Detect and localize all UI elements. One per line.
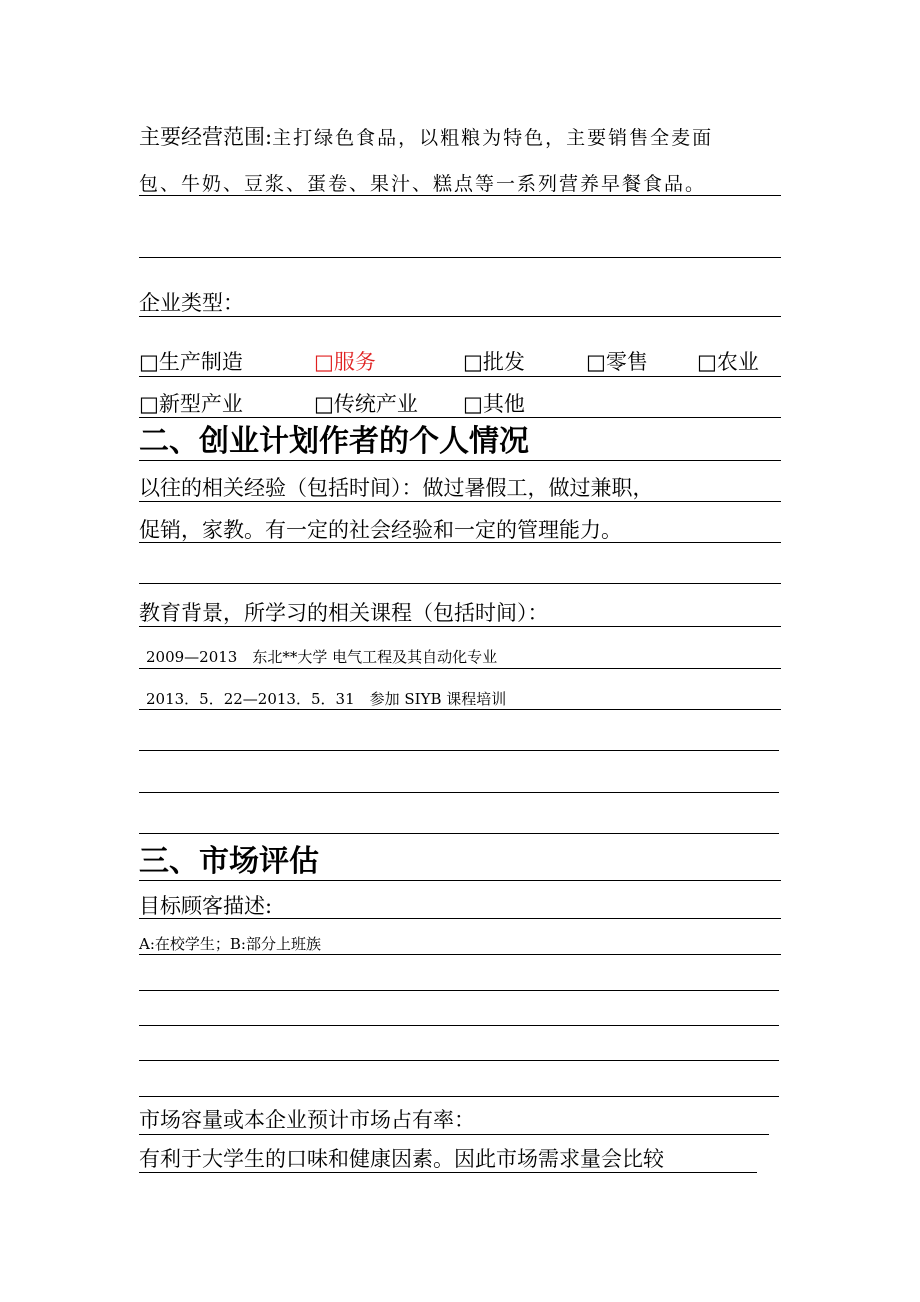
underline [139,195,781,196]
section3-heading: 三、市场评估 [139,844,319,879]
underline [139,668,781,669]
education-item2: 2013．5．22—2013．5．31 参加 SIYB 课程培训 [146,690,507,708]
underline [139,257,781,258]
option-production[interactable]: □生产制造 [139,350,243,374]
underline [139,316,781,317]
underline [139,990,779,991]
education-item1: 2009—2013 东北**大学 电气工程及其自动化专业 [146,648,498,666]
business-scope-line2: 包、牛奶、豆浆、蛋卷、果汁、糕点等一系列营养早餐食品。 [139,173,707,195]
option-retail[interactable]: □零售 [586,350,648,374]
market-capacity-line1: 有利于大学生的口味和健康因素。因此市场需求量会比较 [139,1147,664,1171]
underline [139,542,781,543]
business-scope-line1: 主打绿色食品，以粗粮为特色，主要销售全麦面 [272,127,714,149]
enterprise-type-label: 企业类型： [139,291,244,315]
option-traditional-industry[interactable]: □传统产业 [314,392,418,416]
section2-heading: 二、创业计划作者的个人情况 [139,424,529,459]
education-label: 教育背景，所学习的相关课程（包括时间）： [139,601,549,625]
option-agriculture[interactable]: □农业 [697,350,759,374]
underline [139,792,779,793]
underline [139,954,781,955]
underline [139,417,781,418]
underline [139,376,781,377]
underline [139,501,781,502]
underline [139,880,781,881]
underline [139,626,781,627]
underline [139,709,781,710]
underline [139,833,779,834]
experience-line1: 以往的相关经验（包括时间）：做过暑假工，做过兼职， [139,476,654,500]
underline [139,460,781,461]
business-scope-text [139,127,713,148]
underline [139,1134,769,1135]
underline [139,918,781,919]
option-new-industry[interactable]: □新型产业 [139,392,243,416]
underline [139,1096,779,1097]
underline [139,583,781,584]
underline [139,1025,779,1026]
target-customer-value: A:在校学生；B:部分上班族 [139,935,321,953]
target-customer-label: 目标顾客描述: [139,894,273,918]
option-service-selected[interactable]: □服务 [314,350,376,374]
experience-line2: 促销，家教。有一定的社会经验和一定的管理能力。 [139,518,622,542]
underline [139,750,779,751]
underline [139,1060,779,1061]
underline [139,1172,757,1173]
option-other[interactable]: □其他 [463,392,525,416]
option-wholesale[interactable]: □批发 [463,350,525,374]
market-capacity-label: 市场容量或本企业预计市场占有率： [139,1108,475,1132]
business-scope-label: 主要经营范围: [139,125,273,149]
